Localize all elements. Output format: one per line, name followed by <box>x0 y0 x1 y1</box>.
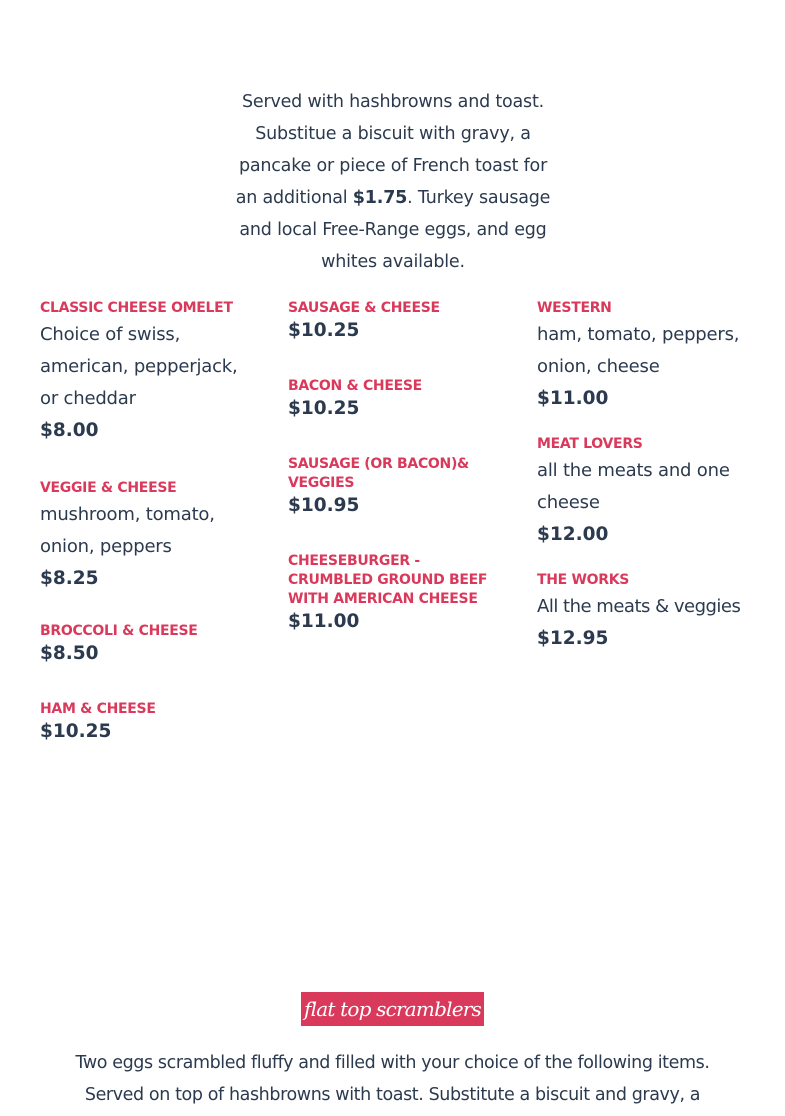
outro-line: Two eggs scrambled fluffy and filled with your choice of the following items. <box>75 1053 710 1073</box>
menu-column-3 <box>537 299 772 655</box>
item-price: $8.50 <box>40 643 99 664</box>
item-name: WESTERN <box>537 300 612 316</box>
intro-line: and local Free-Range eggs, and egg <box>239 220 547 240</box>
item-name: THE WORKS <box>537 572 630 588</box>
menu-item <box>537 299 772 415</box>
item-name: VEGGIE & CHEESE <box>40 480 177 496</box>
menu-item <box>288 552 503 638</box>
intro-line: whites available. <box>321 252 465 272</box>
intro-line: Served with hashbrowns and toast. <box>241 92 544 112</box>
section-title: flat top scramblers <box>301 992 484 1026</box>
omelets-intro <box>228 86 558 278</box>
substitute-price: $1.75 <box>352 188 408 208</box>
item-price: $11.00 <box>537 388 609 409</box>
item-name: SAUSAGE (OR BACON)& VEGGIES <box>288 456 469 491</box>
menu-column-1 <box>40 299 250 748</box>
intro-text: . Turkey sausage <box>407 188 551 208</box>
outro-line: Served on top of hashbrowns with toast. Substitute a biscuit and gravy, a <box>84 1085 701 1105</box>
section-header <box>0 992 785 1026</box>
menu-item <box>288 377 503 425</box>
menu-item <box>40 700 250 748</box>
item-name: MEAT LOVERS <box>537 436 643 452</box>
menu-item <box>288 455 503 522</box>
item-price: $10.25 <box>288 320 360 341</box>
item-price: $11.00 <box>288 611 360 632</box>
item-price: $10.95 <box>288 495 360 516</box>
item-price: $10.25 <box>288 398 360 419</box>
item-name: HAM & CHEESE <box>40 701 156 717</box>
item-price: $8.00 <box>40 420 99 441</box>
item-name: BROCCOLI & CHEESE <box>40 623 198 639</box>
intro-line: Substitue a biscuit with gravy, a <box>255 124 531 144</box>
item-price: $8.25 <box>40 568 99 589</box>
menu-item <box>40 299 250 447</box>
intro-line <box>228 182 558 214</box>
menu-column-2 <box>288 299 503 638</box>
item-description: mushroom, tomato, onion, peppers <box>40 504 215 557</box>
item-price: $12.00 <box>537 524 609 545</box>
menu-item <box>537 571 772 655</box>
item-description: All the meats & veggies <box>537 596 741 617</box>
item-name: CHEESEBURGER - CRUMBLED GROUND BEEF WITH AMERICAN CHEESE <box>288 553 488 607</box>
item-name: CLASSIC CHEESE OMELET <box>40 300 233 316</box>
menu-item <box>40 622 250 670</box>
menu-item <box>40 479 250 595</box>
item-name: BACON & CHEESE <box>288 378 422 394</box>
intro-text: an additional <box>235 188 353 208</box>
item-description: Choice of swiss, american, pepperjack, or cheddar <box>40 324 238 409</box>
item-description: ham, tomato, peppers, onion, cheese <box>537 324 740 377</box>
menu-item <box>288 299 503 347</box>
item-name: SAUSAGE & CHEESE <box>288 300 440 316</box>
item-price: $10.25 <box>40 721 112 742</box>
scramblers-intro <box>30 1047 755 1111</box>
menu-item <box>537 435 772 551</box>
intro-line: pancake or piece of French toast for <box>238 156 548 176</box>
item-price: $12.95 <box>537 628 609 649</box>
item-description: all the meats and one cheese <box>537 460 730 513</box>
